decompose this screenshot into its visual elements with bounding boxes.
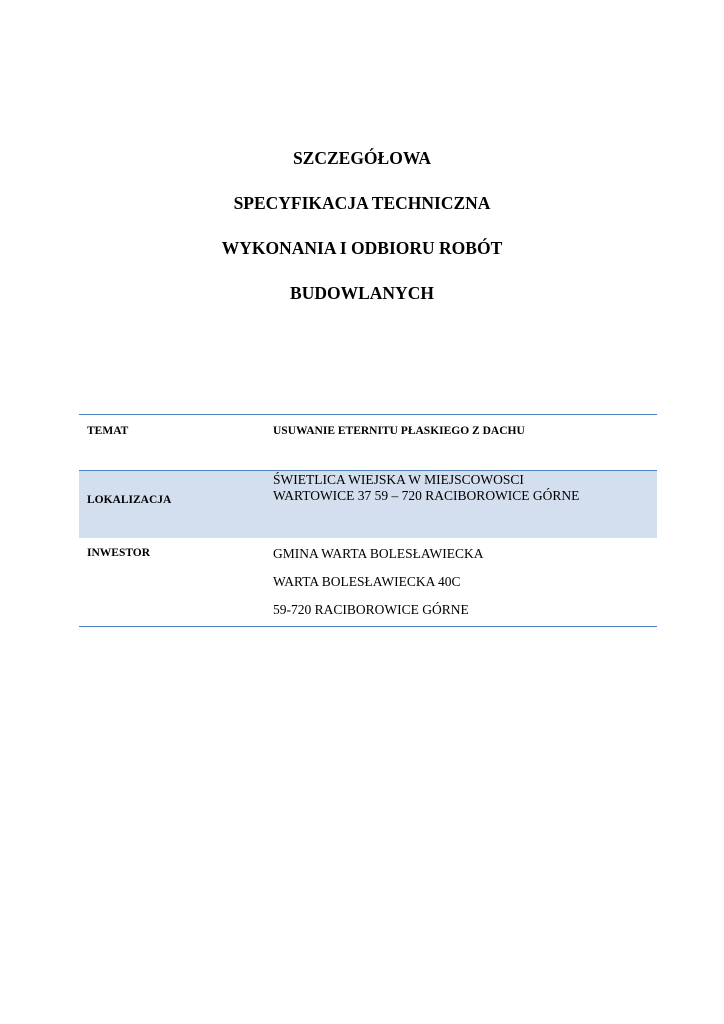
table-row-inwestor — [79, 538, 657, 626]
lokalizacja-value-line-2: WARTOWICE 37 59 – 720 RACIBOROWICE GÓRNE — [273, 488, 580, 503]
inwestor-label: INWESTOR — [87, 547, 151, 559]
temat-label: TEMAT — [87, 425, 129, 437]
inwestor-value-line-1: GMINA WARTA BOLESŁAWIECKA — [273, 546, 484, 561]
inwestor-value-line-2: WARTA BOLESŁAWIECKA 40C — [273, 574, 461, 589]
table-row-temat — [79, 415, 657, 470]
lokalizacja-value-line-1: ŚWIETLICA WIEJSKA W MIEJSCOWOSCI — [273, 472, 524, 487]
lokalizacja-label: LOKALIZACJA — [87, 494, 172, 506]
title-line-2: SPECYFIKACJA TECHNICZNA — [233, 193, 491, 213]
table-bottom-rule — [79, 626, 657, 627]
inwestor-value-line-3: 59-720 RACIBOROWICE GÓRNE — [273, 602, 469, 617]
table-row-lokalizacja — [79, 471, 657, 538]
project-info-table — [79, 414, 657, 627]
temat-value: USUWANIE ETERNITU PŁASKIEGO Z DACHU — [273, 425, 525, 437]
title-line-3: WYKONANIA I ODBIORU ROBÓT — [221, 238, 503, 258]
title-line-4: BUDOWLANYCH — [290, 283, 434, 303]
title-line-1: SZCZEGÓŁOWA — [292, 148, 432, 168]
